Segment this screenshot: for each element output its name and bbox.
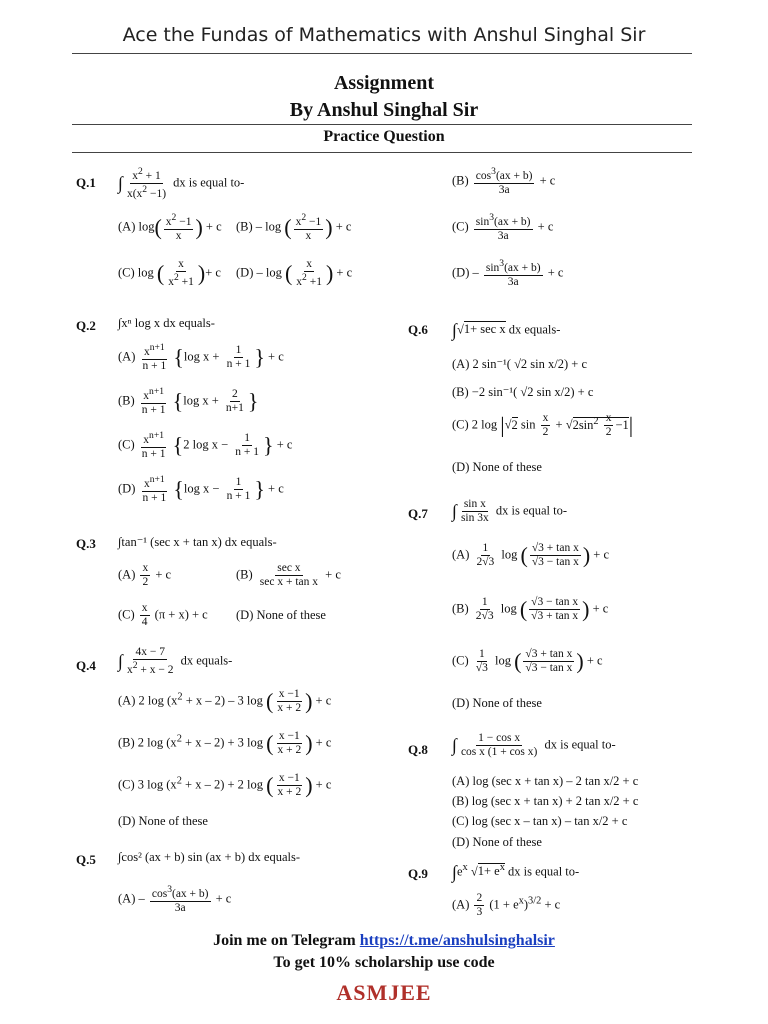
- option-d: (D) None of these: [452, 696, 542, 710]
- option-a: (A) 2 $\log (x^2 + x - 2) - 3$ log ( $\frac{x -1}{x + 2}$ ) + c: [118, 688, 332, 715]
- option-c: (C) 2 log |√2 sin $\frac{x}{2}$ + $√2\sin^2$ $\frac{x}{2}$ −1|: [452, 412, 634, 439]
- question-stem: ∫cos² (ax + b) sin (ax + b) dx equals-: [118, 850, 300, 864]
- option-d: (D) None of these: [236, 608, 326, 622]
- question-number: Q.1: [76, 175, 96, 190]
- question-stem: ∫xⁿ log x dx equals-: [118, 316, 215, 330]
- option-b: (B) $\frac{1}{2√3}$ log ( $\frac{\text{√3 − tan x}}{\text{√3 + tan x}}$ ) + c: [452, 596, 609, 623]
- scholarship-text: To get 10% scholarship use code: [273, 954, 495, 971]
- telegram-line: [0, 932, 768, 950]
- question-suffix: dx is equal to-: [173, 175, 245, 190]
- header-rule: [72, 53, 692, 54]
- option-d: (D) – log ( $\frac{x}{x^2 +1}$ ) + c: [236, 258, 353, 289]
- question-number: Q.7: [408, 506, 428, 521]
- question-stem: ∫ $\frac{\text{1 − cos x}}{\text{cos x (1 + cos x)}}$ dx is equal to-: [452, 732, 616, 759]
- option-b: (B) $\frac{x^{n+1}}{n + 1}$ {log x + $\frac{2}{n+1}$ }: [118, 386, 259, 417]
- option-c: (C) $\frac{x}{4}$ (π + x) + c: [118, 602, 208, 629]
- option-b: (B) −2 sin⁻¹( √2 sin x/2) + c: [452, 385, 594, 399]
- page-header-title: Ace the Fundas of Mathematics with Anshul Singhal Sir: [122, 24, 646, 46]
- option-d: (D) None of these: [118, 814, 208, 828]
- option-d: (D) $\frac{x^{n+1}}{n + 1}$ {log x − $\frac{1}{n + 1}$ } + c: [118, 474, 284, 505]
- option-a: (A) log (sec x + tan x) – 2 tan x/2 + c: [452, 774, 639, 788]
- title-rule-top: [72, 124, 692, 125]
- question-number: Q.6: [408, 322, 428, 337]
- question-suffix: dx is equal to-: [495, 503, 568, 518]
- question-stem: ∫ $\frac{4x - 7}{x^2 + x - 2}$ dx equals-: [118, 646, 233, 677]
- option-c: (C) 3 $\log (x^2 + x - 2) + 2$ log ( $\frac{x -1}{x + 2}$ ) + c: [118, 772, 332, 799]
- option-a: (A) – $\frac{\cos^3(ax + b)}{3a}$ + c: [118, 884, 232, 915]
- option-c: (C) $\frac{x^{n+1}}{n + 1}$ {2 log x − $\frac{1}{n + 1}$ } + c: [118, 430, 293, 461]
- question-suffix: dx is equal to-: [544, 737, 616, 752]
- option-a: (A) log( $\frac{x^2 -1}{x}$ ) + c: [118, 212, 222, 243]
- option-a: (A) $\frac{x}{2}$ + c: [118, 562, 172, 589]
- question-number: Q.9: [408, 866, 428, 881]
- question-suffix: dx equals-: [180, 653, 233, 668]
- question-stem: ∫ $\frac{x^2 + 1}{x(x^2 -1)}$ dx is equal to-: [118, 166, 245, 200]
- option-d: (D) None of these: [452, 835, 542, 849]
- question-number: Q.2: [76, 318, 96, 333]
- option-a: (A) 2 sin⁻¹( √2 sin x/2) + c: [452, 357, 588, 371]
- scholarship-code: ASMJEE: [336, 980, 432, 1005]
- question-number: Q.4: [76, 658, 96, 673]
- option-c: (C) $\frac{1}{√3}$ log ( $\frac{\text{√3 + tan x}}{\text{√3 − tan x}}$ ) + c: [452, 648, 603, 675]
- option-b: (B) 2 $\log (x^2 + x - 2) + 3$ log ( $\frac{x -1}{x + 2}$ ) + c: [118, 730, 332, 757]
- question-stem: ∫ $\frac{\text{sin x}}{\sin 3x}$ dx is equal to-: [452, 498, 568, 525]
- section-title: Practice Question: [323, 128, 445, 145]
- telegram-link[interactable]: https://t.me/anshulsinghalsir: [359, 932, 555, 949]
- option-b: (B) $\frac{\cos^3(ax + b)}{3a}$ + c: [452, 166, 556, 197]
- option-c: (C) log (sec x – tan x) – tan x/2 + c: [452, 814, 628, 828]
- option-b: (B) log (sec x + tan x) + 2 tan x/2 + c: [452, 794, 639, 808]
- option-c: (C) $\frac{\sin^3(ax + b)}{3a}$ + c: [452, 212, 554, 243]
- question-stem: $\int e^x$ $√1+ e^x$ dx is equal to-: [452, 862, 580, 882]
- telegram-prefix: Join me on Telegram: [213, 932, 360, 949]
- option-b: (B) $\frac{\text{sec x}}{\text{sec x + tan x}}$ + c: [236, 562, 341, 589]
- option-d: (D) – $\frac{\sin^3(ax + b)}{3a}$ + c: [452, 258, 564, 289]
- question-suffix: dx equals-: [508, 322, 561, 337]
- question-stem: ∫√1+ sec x dx equals-: [452, 320, 561, 340]
- question-stem: ∫tan⁻¹ (sec x + tan x) dx equals-: [118, 535, 277, 549]
- option-d: (D) None of these: [452, 460, 542, 474]
- option-c: (C) log ( $\frac{x}{x^2 +1}$ )+ c: [118, 258, 221, 289]
- option-a: (A) $\frac{2}{3}$ $(1 + e^x)^{3/2} + c$: [452, 892, 561, 919]
- question-number: Q.3: [76, 536, 96, 551]
- option-a: (A) $\frac{x^{n+1}}{n + 1}$ {log x + $\frac{1}{n + 1}$ } + c: [118, 342, 284, 373]
- question-number: Q.5: [76, 852, 96, 867]
- assignment-title: Assignment: [333, 72, 434, 94]
- title-rule-bottom: [72, 152, 692, 153]
- question-number: Q.8: [408, 742, 428, 757]
- assignment-byline: By Anshul Singhal Sir: [289, 99, 479, 121]
- option-b: (B) – log ( $\frac{x^2 -1}{x}$ ) + c: [236, 212, 352, 243]
- option-a: (A) $\frac{1}{2√3}$ log ( $\frac{\text{√3 + tan x}}{\text{√3 − tan x}}$ ) + c: [452, 542, 610, 569]
- question-suffix: dx is equal to-: [508, 864, 580, 879]
